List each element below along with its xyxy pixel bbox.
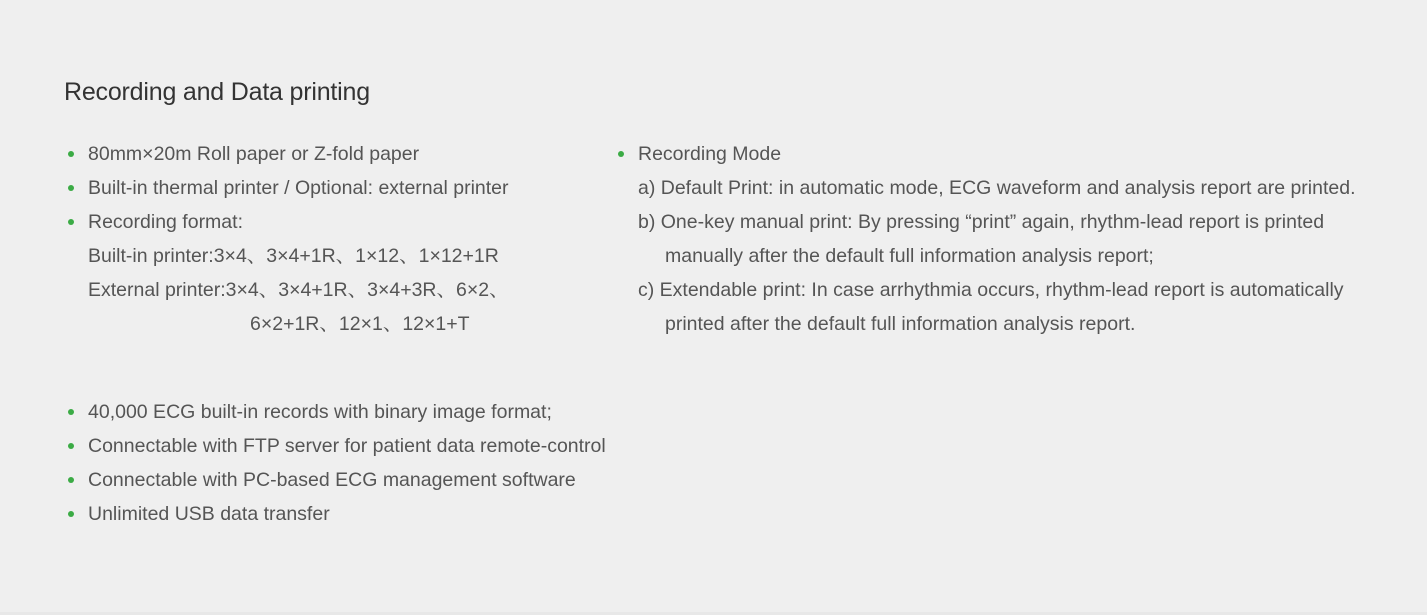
builtin-printer-formats: Built-in printer:3×4、3×4+1R、1×12、1×12+1R — [88, 245, 499, 267]
mode-manual-print-continued: manually after the default full information analysis report; — [665, 245, 1154, 267]
mode-extendable-print-continued: printed after the default full information analysis report. — [665, 313, 1136, 335]
list-item-text: Connectable with PC-based ECG management software — [88, 469, 576, 491]
list-item-text: Unlimited USB data transfer — [88, 503, 330, 525]
external-printer-formats: External printer:3×4、3×4+1R、3×4+3R、6×2、 — [88, 279, 509, 301]
mode-manual-print: b) One-key manual print: By pressing “print” again, rhythm-lead report is printed — [638, 211, 1325, 233]
list-item — [64, 463, 606, 497]
list-item — [64, 137, 509, 171]
list-item — [64, 429, 606, 463]
bullet-dot-icon — [68, 443, 74, 449]
bullet-dot-icon — [68, 409, 74, 415]
list-item-text: Connectable with FTP server for patient data remote-control — [88, 435, 606, 457]
list-item-text: Recording format: — [88, 211, 243, 233]
list-item-text: Built-in thermal printer / Optional: external printer — [88, 177, 509, 199]
list-item — [64, 171, 509, 205]
list-item — [64, 395, 606, 429]
section-title: Recording and Data printing — [64, 78, 370, 106]
list-item — [614, 137, 1356, 171]
recording-mode-heading: Recording Mode — [638, 143, 782, 165]
list-item-text: 40,000 ECG built-in records with binary image format; — [88, 401, 552, 423]
recording-features-list — [64, 137, 509, 341]
list-item-text: 80mm×20m Roll paper or Z-fold paper — [88, 143, 420, 165]
mode-default-print: a) Default Print: in automatic mode, ECG waveform and analysis report are printed. — [638, 177, 1356, 199]
external-printer-formats-continued: 6×2+1R、12×1、12×1+T — [250, 313, 470, 335]
bullet-dot-icon — [68, 477, 74, 483]
bullet-dot-icon — [68, 151, 74, 157]
list-item — [64, 497, 606, 531]
data-features-list — [64, 395, 606, 531]
bullet-dot-icon — [68, 511, 74, 517]
bullet-dot-icon — [68, 219, 74, 225]
mode-extendable-print: c) Extendable print: In case arrhythmia occurs, rhythm-lead report is automatically — [638, 279, 1344, 301]
bullet-dot-icon — [68, 185, 74, 191]
recording-mode-list — [614, 137, 1356, 341]
list-item — [64, 205, 509, 239]
bullet-dot-icon — [618, 151, 624, 157]
